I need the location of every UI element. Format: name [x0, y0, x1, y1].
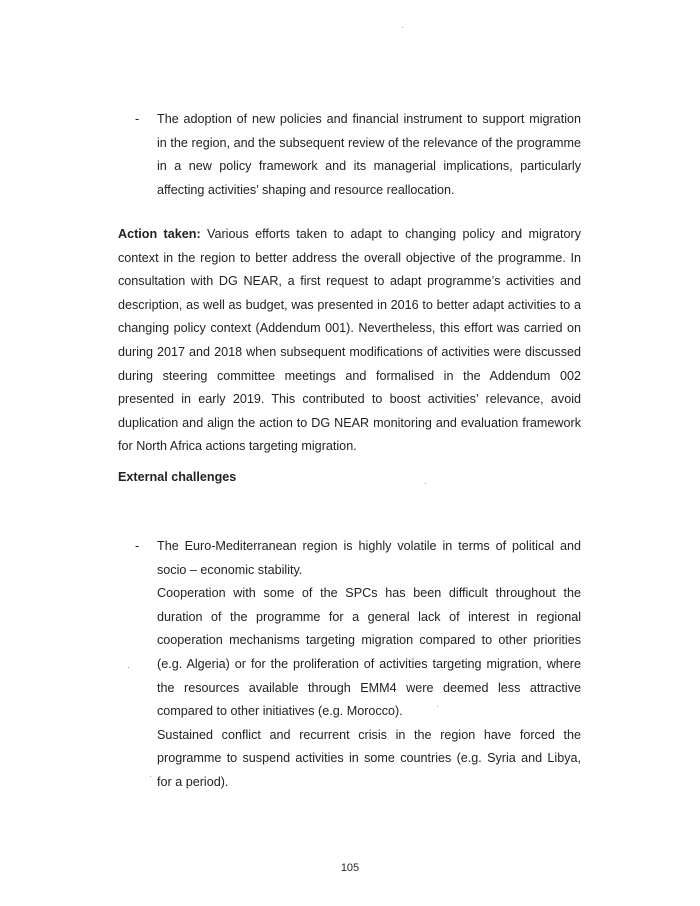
scan-speck — [425, 483, 426, 484]
section-heading-external-challenges: External challenges — [118, 470, 237, 484]
bullet-paragraph-volatility: The Euro-Mediterranean region is highly volatile in terms of political and socio – economic stability. — [157, 539, 581, 577]
page-number: 105 — [340, 862, 360, 874]
scan-speck — [128, 667, 129, 668]
bullet-paragraph-cooperation: Cooperation with some of the SPCs has been difficult throughout the duration of the programme for a general lack of interest in regional cooperation mechanisms targeting migration compared to other priorities (e.g. Algeria) or for the proliferation of activities targeting migration, where the resources available through EMM4 were deemed less attractive compared to other initiatives (e.g. Morocco). — [157, 586, 581, 719]
action-taken-paragraph — [118, 223, 581, 459]
action-taken-text: Various efforts taken to adapt to changing policy and migratory context in the region to better address the overall objective of the programme. In consultation with DG NEAR, a first request to adapt programme’s activities and description, as well as budget, was presented in 2016 to better adapt activities to a changing policy context (Addendum 001). Nevertheless, this effort was carried on during 2017 and 2018 when subsequent modifications of activities were discussed during steering committee meetings and formalised in the Addendum 002 presented in early 2019. This contributed to boost activities’ relevance, avoid duplication and align the action to DG NEAR monitoring and evaluation framework for North Africa actions targeting migration. — [118, 227, 581, 454]
bullet-paragraph-conflict: Sustained conflict and recurrent crisis in the region have forced the programme to suspend activities in some countries (e.g. Syria and Libya, for a period). — [157, 727, 581, 789]
bullet-dash: - — [135, 539, 140, 553]
bullet-item-external-challenges — [135, 535, 581, 795]
bullet-dash: - — [135, 112, 140, 126]
scan-speck — [402, 27, 403, 28]
action-taken-label: Action taken: — [118, 227, 201, 241]
bullet-item-policy-adoption — [135, 108, 581, 202]
bullet-body — [143, 535, 581, 795]
bullet-text: The adoption of new policies and financial instrument to support migration in the region, and the subsequent review of the relevance of the programme in a new policy framework and its managerial implications, particularly affecting activities’ shaping and resource reallocation. — [157, 112, 581, 197]
